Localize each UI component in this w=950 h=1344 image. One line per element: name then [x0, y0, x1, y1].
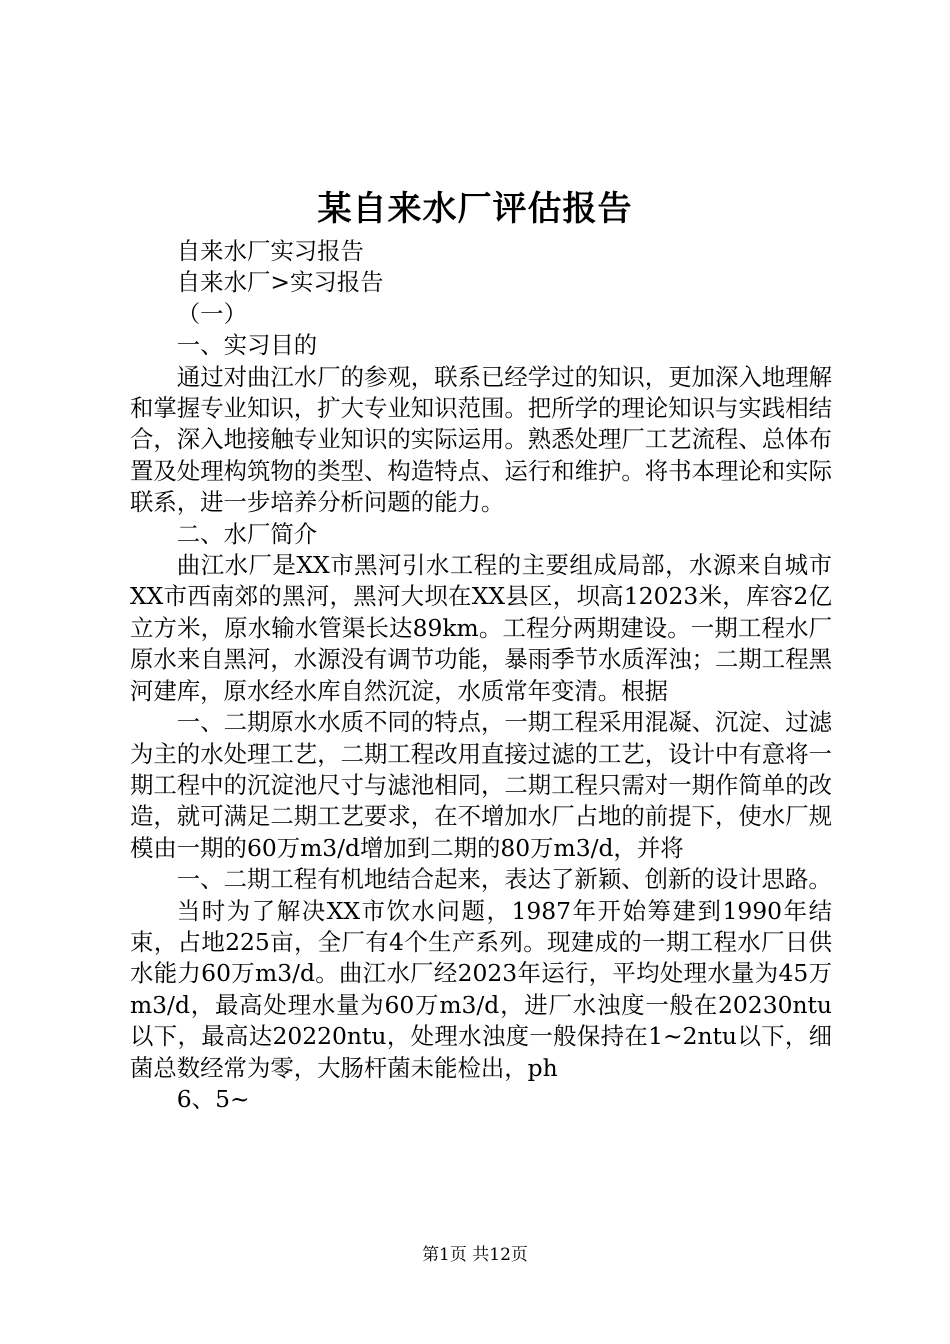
- section-heading-purpose: 一、实习目的: [176, 331, 318, 360]
- paragraph-process: 一、二期原水水质不同的特点，一期工程采用混凝、沉淀、过滤为主的水处理工艺，二期工程改用直接过滤的工艺，设计中有意将一期工程中的沉淀池尺寸与滤池相同，二期工程只需对一期作简单的改造，就可满足二期工艺要求，在不增加水厂占地的前提下，使水厂规模由一期的60万m3/d增加到二期的80万m3/d，并将: [130, 708, 832, 862]
- paragraph-intro: 曲江水厂是XX市黑河引水工程的主要组成局部，水源来自城市XX市西南郊的黑河，黑河大坝在XX县区，坝高12023米，库容2亿立方米，原水输水管渠长达89km。工程分两期建设。一期工程水厂原水来自黑河，水源没有调节功能，暴雨季节水质浑浊；二期工程黑河建库，原水经水库自然沉淀，水质常年变清。根据: [130, 551, 832, 705]
- document-body: [130, 236, 832, 1115]
- paragraph-design: 一、二期工程有机地结合起来，表达了新颖、创新的设计思路。: [176, 865, 832, 894]
- paragraph-section-number: （一）: [176, 299, 247, 328]
- section-heading-intro: 二、水厂简介: [176, 519, 318, 548]
- paragraph-heading-report: 自来水厂实习报告: [176, 237, 364, 265]
- paragraph-breadcrumb: 自来水厂>实习报告: [176, 268, 384, 297]
- paragraph-ph: 6、5~: [176, 1084, 250, 1113]
- page-footer: 第1页 共12页: [422, 1245, 528, 1265]
- document-title: 某自来水厂评估报告: [317, 189, 633, 229]
- paragraph-history: 当时为了解决XX市饮水问题，1987年开始筹建到1990年结束，占地225亩，全厂有4个生产系列。现建成的一期工程水厂日供水能力60万m3/d。曲江水厂经2023年运行，平均处理水量为45万m3/d，最高处理水量为60万m3/d，进厂水浊度一般在20230ntu以下，最高达20220ntu，处理水浊度一般保持在1~2ntu以下，细菌总数经常为零，大肠杆菌未能检出，ph: [130, 896, 832, 1082]
- paragraph-purpose: 通过对曲江水厂的参观，联系已经学过的知识，更加深入地理解和掌握专业知识，扩大专业知识范围。把所学的理论知识与实践相结合，深入地接触专业知识的实际运用。熟悉处理厂工艺流程、总体布置及处理构筑物的类型、构造特点、运行和维护。将书本理论和实际联系，进一步培养分析问题的能力。: [130, 362, 832, 517]
